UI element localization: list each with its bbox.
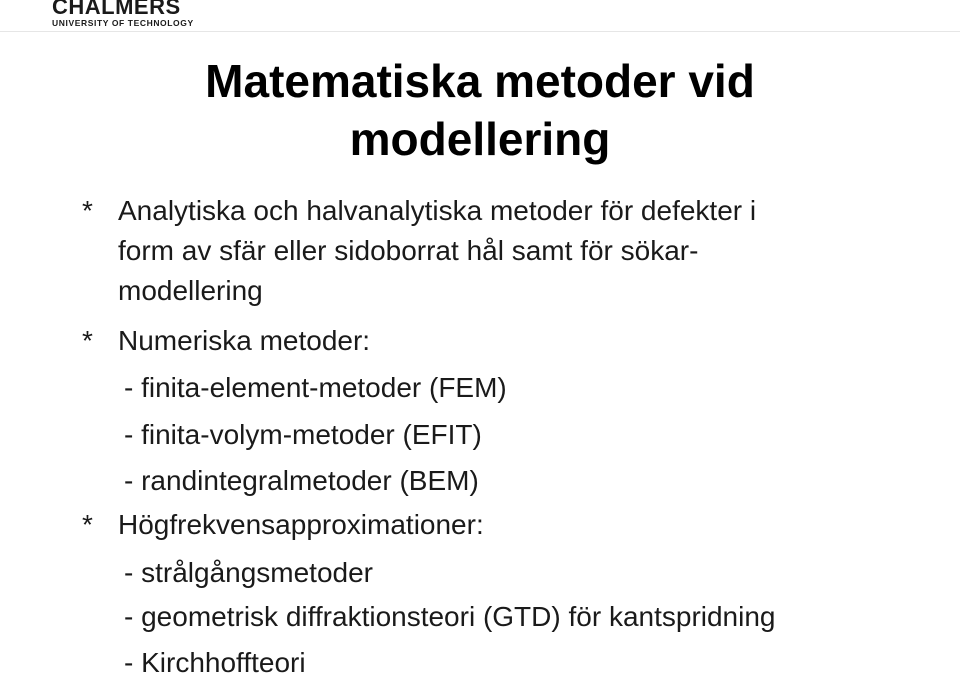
bullet-item-analytiska xyxy=(82,194,756,228)
header-divider xyxy=(0,31,960,32)
logo-name: CHALMERS xyxy=(52,0,181,19)
sub-item-stralgang: - strålgångsmetoder xyxy=(124,557,374,588)
slide-title xyxy=(0,52,960,168)
logo-subtitle: UNIVERSITY OF TECHNOLOGY xyxy=(52,18,194,28)
sub-item-efit: - finita-volym-metoder (EFIT) xyxy=(124,419,482,450)
bullet-mark: * xyxy=(82,195,93,226)
chalmers-logo xyxy=(52,0,212,28)
bullet-mark: * xyxy=(82,325,93,356)
bullet-item-hogfrekvens xyxy=(82,508,484,542)
bullet-item-numeriska xyxy=(82,324,370,358)
slide-title-line-1: Matematiska metoder vid xyxy=(205,55,755,107)
bullet-text: Analytiska och halvanalytiska metoder för defekter i xyxy=(118,195,757,226)
sub-item-fem: - finita-element-metoder (FEM) xyxy=(124,372,507,403)
sub-item-gtd: - geometrisk diffraktionsteori (GTD) för kantspridning xyxy=(124,601,776,632)
bullet-continuation: form av sfär eller sidoborrat hål samt för sökar- xyxy=(118,235,699,266)
bullet-mark: * xyxy=(82,509,93,540)
slide-title-line-2: modellering xyxy=(349,113,611,165)
sub-item-kirchhoff: - Kirchhoffteori xyxy=(124,647,306,676)
sub-item-bem: - randintegralmetoder (BEM) xyxy=(124,465,479,496)
bullet-text: Högfrekvensapproximationer: xyxy=(118,509,484,540)
bullet-continuation: modellering xyxy=(118,275,263,306)
bullet-text: Numeriska metoder: xyxy=(118,325,371,356)
